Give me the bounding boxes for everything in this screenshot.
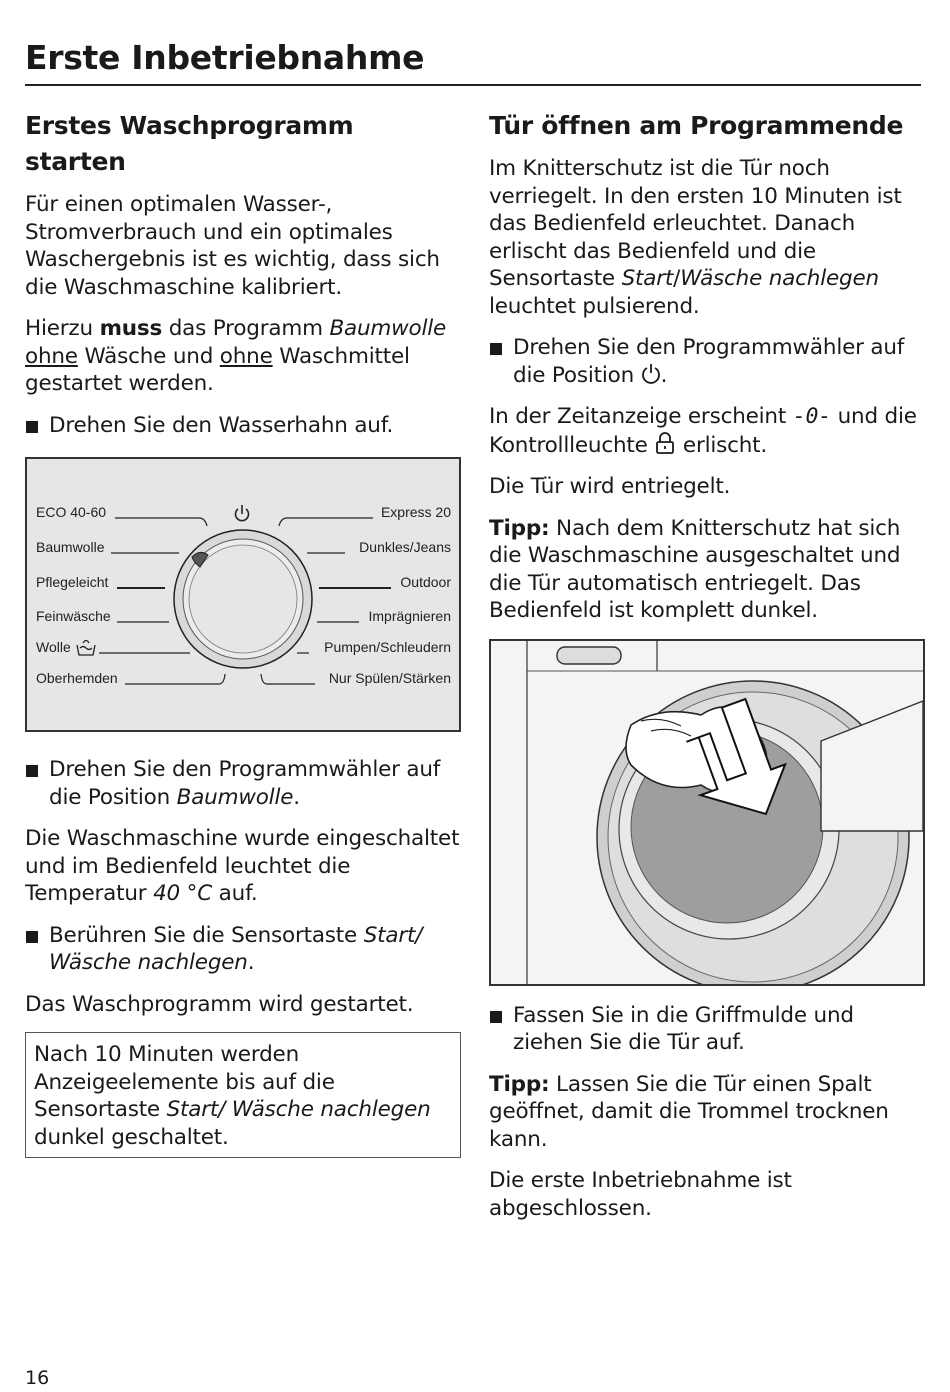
panel-label-left-3: Feinwäsche [36,608,111,624]
bullet-square [490,343,502,355]
title-rule [25,84,921,86]
right-bullet-1 [489,334,925,389]
tip-2 [489,1071,925,1154]
text-span: das Programm [162,316,330,341]
panel-label-right-5: Nur Spülen/Stärken [328,670,451,686]
right-column [489,108,925,1236]
right-bullet-2 [489,1002,925,1057]
left-paragraph-1: Für einen optimalen Wasser-, Stromverbrauch und ein optimales Waschergebnis ist es wichtig, dass sich die Waschmaschine kalibriert. [25,192,440,300]
text-span: Waschmittel gestartet werden. [25,343,410,396]
tip-label: Tipp: [489,515,550,541]
lock-icon [654,431,676,455]
page-title: Erste Inbetriebnahme [25,38,425,77]
sensor-key-name: Start/ Wäsche nachlegen [49,922,423,975]
panel-label-right-0: Express 20 [380,504,451,520]
bullet-text: Drehen Sie den Programmwähler auf die Position [49,757,441,810]
text-span: . [293,784,300,810]
text-span: In der Zeitanzeige erscheint [489,404,793,429]
text-span: erlischt. [676,432,768,458]
panel-label-left-2: Pflegeleicht [36,574,109,590]
bullet-text: Berühren Sie die Sensortaste [49,922,364,948]
left-column [25,108,461,1158]
bullet-square [26,931,38,943]
sensor-key-name: Start/ Wäsche nachlegen [166,1097,431,1122]
text-span: Nach 10 Minuten werden Anzeigeelemente bis auf die Sensortaste [34,1042,335,1122]
program-dial-illustration [27,459,459,730]
right-paragraph-3: Die Tür wird entriegelt. [489,474,731,499]
program-selector-panel [25,457,461,732]
note-text [34,1041,452,1151]
right-heading: Tür öffnen am Programmende [489,111,904,140]
tip-label: Tipp: [489,1071,550,1097]
bullet-square [490,1011,502,1023]
text-span: . [247,950,255,975]
left-paragraph-4: Das Waschprogramm wird gestartet. [25,991,414,1017]
left-bullet-3 [25,922,461,977]
text-span: Die Waschmaschine wurde eingeschaltet und im Bedienfeld leuchtet die Temperatur [25,826,460,906]
panel-label-left-5: Oberhemden [36,670,118,686]
bullet-text: Drehen Sie den Wasserhahn auf. [49,412,394,438]
right-paragraph-1 [489,155,925,320]
right-paragraph-2 [489,403,925,459]
temperature-value: 40 °C [153,881,213,906]
tip-text: Lassen Sie die Tür einen Spalt geöffnet, damit die Trommel trocknen kann. [489,1071,889,1152]
bullet-square [26,421,38,433]
left-paragraph-2 [25,315,461,398]
sensor-key-name: Start [621,266,674,291]
panel-label-left-4: Wolle [36,639,71,655]
bullet-text: Drehen Sie den Programmwähler auf die Position [513,335,905,388]
left-bullet-2 [25,756,461,811]
emphasis-muss: muss [99,316,163,341]
panel-label-left-1: Baumwolle [36,539,105,555]
panel-label-right-2: Outdoor [400,574,451,590]
panel-label-right-4: Pumpen/Schleudern [324,639,451,655]
bullet-square [26,765,38,777]
text-span: Im Knitterschutz ist die Tür noch verriegelt. In den ersten 10 Minuten ist das Bedienfeld erleuchtet. Danach erlischt das Bedienfeld und die Sensortaste [489,156,902,291]
text-span: auf. [212,881,258,906]
door-opening-drawing [491,641,923,984]
page-number: 16 [25,1367,50,1389]
right-paragraph-4: Die erste Inbetriebnahme ist abgeschlossen. [489,1168,792,1221]
tip-1 [489,515,925,625]
text-span: und die Kontrollleuchte [489,404,917,458]
bullet-text: Fassen Sie in die Griffmulde und ziehen Sie die Tür auf. [513,1002,854,1055]
text-span: Wäsche und [77,343,220,369]
power-icon [236,505,249,521]
panel-label-right-1: Dunkles/Jeans [359,539,451,555]
program-dial [174,530,312,668]
note-box [25,1032,461,1158]
time-display-value: -0- [792,404,831,429]
underline-ohne: ohne [219,343,273,369]
panel-label-right-3: Imprägnieren [368,608,451,624]
panel-label-left-0: ECO 40-60 [36,504,107,520]
power-icon [641,363,661,385]
program-name: Baumwolle [176,784,294,810]
wool-icon [77,641,95,656]
text-span: Hierzu [25,316,100,341]
text-span: . [660,362,668,388]
text-span: / [673,266,681,291]
underline-ohne: ohne [25,343,78,369]
text-span: dunkel geschaltet. [34,1124,229,1150]
left-heading: Erstes Waschprogramm starten [25,111,354,176]
program-name: Baumwolle [329,316,447,341]
text-span: leuchtet pulsierend. [489,293,700,319]
left-paragraph-3 [25,825,461,908]
left-bullet-1 [25,412,461,440]
tip-text: Nach dem Knitterschutz hat sich die Waschmaschine ausgeschaltet und die Tür automatisch entriegelt. Das Bedienfeld ist komplett dunkel. [489,515,901,623]
door-opening-illustration [489,639,925,986]
sensor-key-name: Wäsche nachlegen [680,266,879,291]
